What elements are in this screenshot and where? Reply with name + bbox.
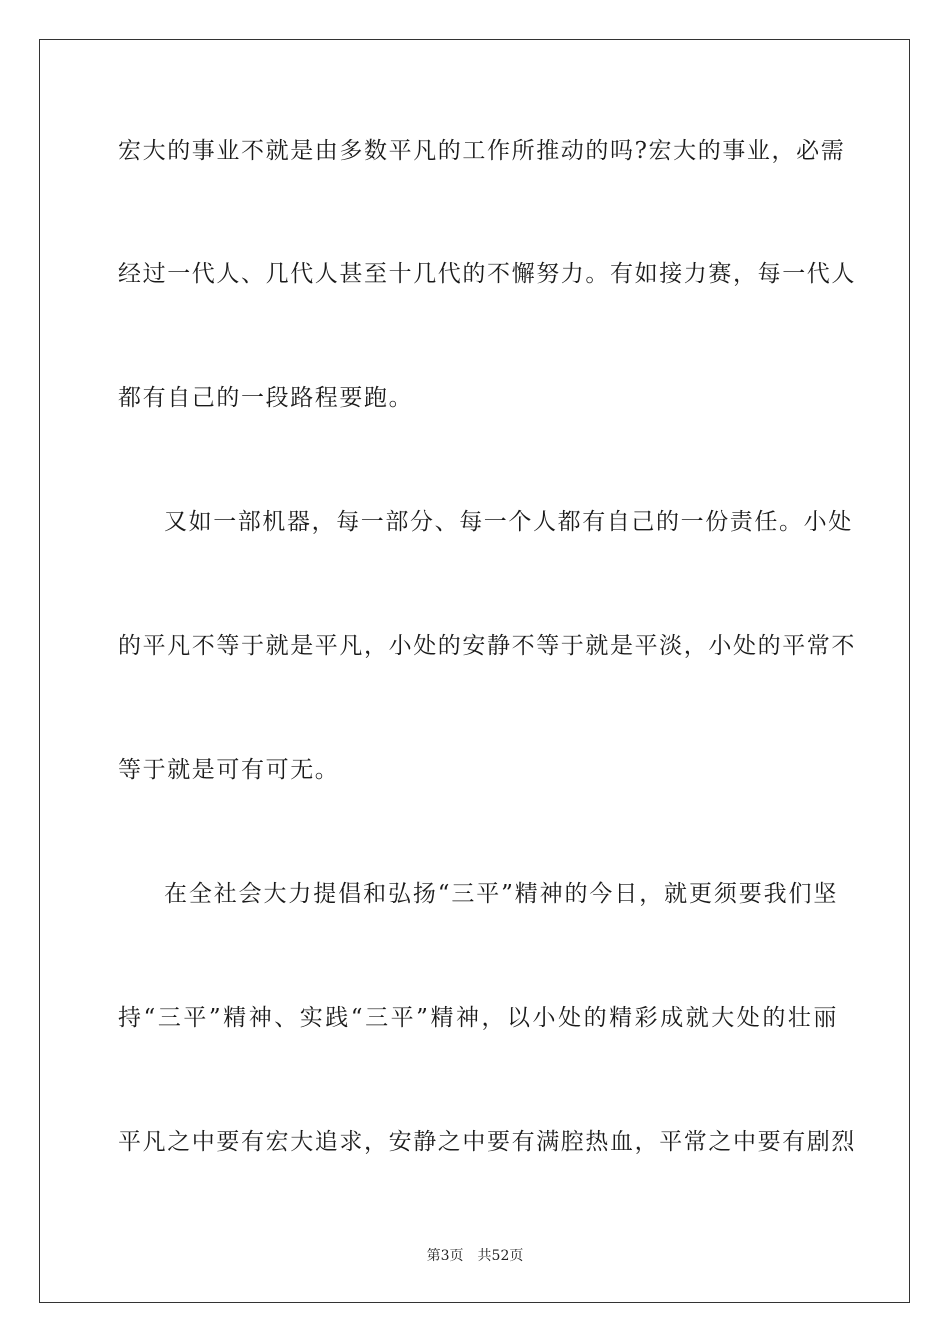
- paragraph-line: 都有自己的一段路程要跑。: [118, 385, 414, 411]
- paragraph-line: 持“三平”精神、实践“三平”精神，以小处的精彩成就大处的壮丽: [118, 1005, 838, 1031]
- paragraph-line: 又如一部机器，每一部分、每一个人都有自己的一份责任。小处: [164, 509, 853, 535]
- paragraph-line: 经过一代人、几代人甚至十几代的不懈努力。有如接力赛，每一代人: [118, 261, 856, 287]
- page-number: 第3页: [426, 1248, 464, 1264]
- paragraph-line: 的平凡不等于就是平凡，小处的安静不等于就是平淡，小处的平常不: [118, 633, 856, 659]
- page-border: [39, 39, 910, 1303]
- paragraph-line: 平凡之中要有宏大追求，安静之中要有满腔热血，平常之中要有剧烈: [118, 1129, 856, 1155]
- paragraph-line: 在全社会大力提倡和弘扬“三平”精神的今日，就更须要我们坚: [164, 881, 838, 907]
- page-total: 共52页: [477, 1248, 524, 1264]
- paragraph-line: 宏大的事业不就是由多数平凡的工作所推动的吗?宏大的事业，必需: [118, 138, 846, 164]
- paragraph-line: 等于就是可有可无。: [118, 757, 340, 783]
- page-footer: [0, 1247, 950, 1265]
